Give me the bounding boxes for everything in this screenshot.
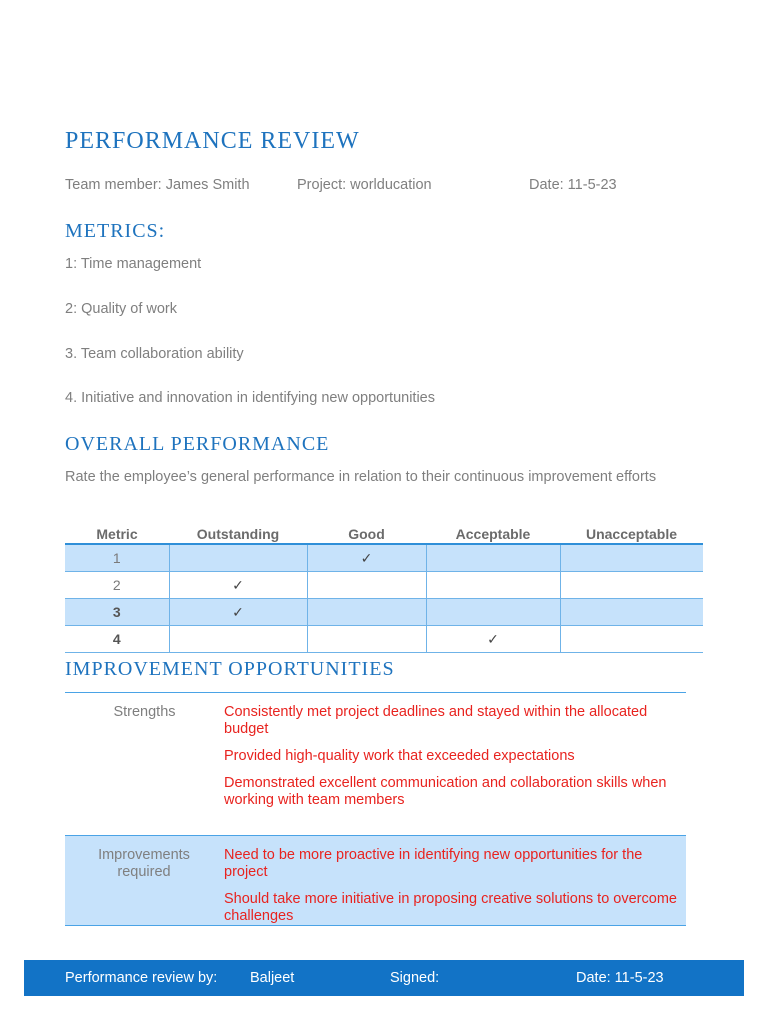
rating-cell-good[interactable]	[307, 626, 426, 653]
strengths-row	[65, 693, 686, 836]
rating-cell-unacceptable[interactable]	[560, 572, 703, 599]
footer-bar	[24, 960, 744, 996]
col-acceptable: Acceptable	[426, 518, 560, 544]
metric-item: 1: Time management	[65, 256, 202, 272]
strength-item: Demonstrated excellent communication and collaboration skills when working with team members	[224, 775, 667, 808]
improvement-item: Should take more initiative in proposing creative solutions to overcome challenges	[224, 891, 677, 924]
rating-cell-outstanding[interactable]	[169, 599, 307, 626]
rating-row	[65, 599, 703, 626]
rating-row	[65, 544, 703, 572]
rating-cell-acceptable[interactable]	[426, 599, 560, 626]
metrics-heading: METRICS:	[65, 220, 166, 242]
project: Project: worlducation	[297, 177, 432, 193]
rating-cell-acceptable[interactable]	[426, 572, 560, 599]
rating-cell-unacceptable[interactable]	[560, 599, 703, 626]
rating-cell-good[interactable]	[307, 544, 426, 572]
rating-metric-cell: 4	[65, 626, 169, 653]
reviewed-by-label: Performance review by:	[65, 970, 218, 986]
improvement-item: Need to be more proactive in identifying new opportunities for the project	[224, 847, 643, 880]
rating-cell-acceptable[interactable]	[426, 544, 560, 572]
reviewer-name: Baljeet	[250, 970, 295, 986]
review-date: Date: 11-5-23	[529, 177, 617, 193]
metric-item: 3. Team collaboration ability	[65, 346, 244, 362]
col-unacceptable: Unacceptable	[560, 518, 703, 544]
col-good: Good	[307, 518, 426, 544]
checkmark-icon: ✓	[232, 576, 244, 593]
rating-cell-good[interactable]	[307, 572, 426, 599]
rating-cell-outstanding[interactable]	[169, 544, 307, 572]
improvement-table	[65, 692, 686, 926]
rating-cell-unacceptable[interactable]	[560, 626, 703, 653]
strengths-list	[224, 693, 686, 836]
rating-table	[65, 518, 703, 653]
rating-header-row	[65, 518, 703, 544]
page-title: PERFORMANCE REVIEW	[65, 128, 360, 154]
overall-performance-heading: OVERALL PERFORMANCE	[65, 433, 330, 455]
rating-cell-outstanding[interactable]	[169, 572, 307, 599]
rating-cell-good[interactable]	[307, 599, 426, 626]
improvements-list	[224, 836, 686, 926]
rating-metric-cell: 1	[65, 544, 169, 572]
team-member: Team member: James Smith	[65, 177, 250, 193]
improvements-label	[65, 836, 224, 926]
strength-item: Provided high-quality work that exceeded expectations	[224, 748, 575, 764]
footer-date: Date: 11-5-23	[576, 970, 664, 986]
checkmark-icon: ✓	[360, 549, 373, 566]
improvements-row	[65, 836, 686, 926]
signed-label: Signed:	[390, 970, 440, 986]
improvements-label-text: Improvements required	[98, 847, 190, 880]
improvement-heading: IMPROVEMENT OPPORTUNITIES	[65, 658, 395, 680]
checkmark-icon: ✓	[232, 603, 244, 620]
col-metric: Metric	[65, 518, 169, 544]
col-outstanding: Outstanding	[169, 518, 307, 544]
rating-cell-unacceptable[interactable]	[560, 544, 703, 572]
rating-cell-outstanding[interactable]	[169, 626, 307, 653]
rating-row	[65, 572, 703, 599]
metric-item: 4. Initiative and innovation in identifying new opportunities	[65, 390, 435, 406]
rating-metric-cell: 2	[65, 572, 169, 599]
strength-item: Consistently met project deadlines and stayed within the allocated budget	[224, 704, 648, 737]
strengths-label: Strengths	[113, 704, 176, 720]
checkmark-icon: ✓	[487, 630, 499, 647]
overall-description: Rate the employee’s general performance in relation to their continuous improvement efforts	[65, 469, 657, 485]
rating-cell-acceptable[interactable]	[426, 626, 560, 653]
rating-metric-cell: 3	[65, 599, 169, 626]
rating-row	[65, 626, 703, 653]
metric-item: 2: Quality of work	[65, 301, 178, 317]
